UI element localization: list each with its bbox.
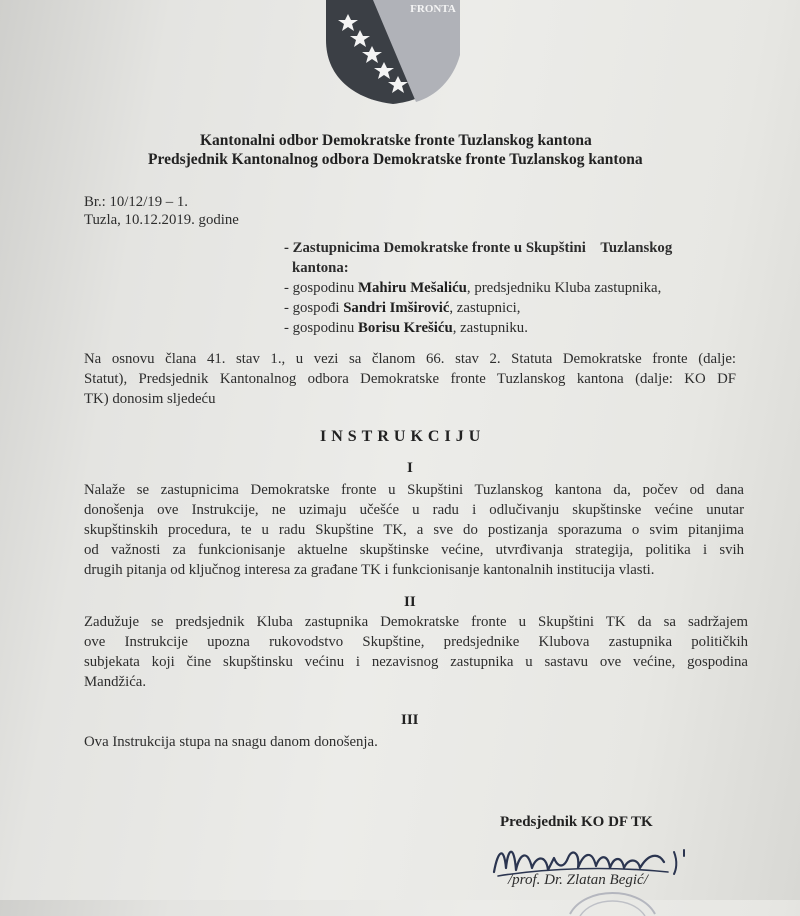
section-numeral: III: [401, 712, 419, 728]
party-logo: [318, 0, 468, 104]
header-line-1: Kantonalni odbor Demokratske fronte Tuzlanskog kantona: [200, 132, 592, 149]
section-paragraph: Ova Instrukcija stupa na snagu danom donošenja.: [84, 734, 378, 750]
recipient-item: - gospođi Sandri Imširović, zastupnici,: [284, 300, 521, 316]
intro-paragraph: Na osnovu člana 41. stav 1., u vezi sa članom 66. stav 2. Statuta Demokratske fronte (dalje: Statut), Predsjednik Kantonalnog odbora Demokratske fronte Tuzlanskog kantona (dalje: KO DF TK) donosim sljedeću: [84, 351, 736, 407]
recipient-item: - gospodinu Borisu Krešiću, zastupniku.: [284, 320, 528, 336]
header-line-2: Predsjednik Kantonalnog odbora Demokratske fronte Tuzlanskog kantona: [148, 151, 643, 168]
recipients-line-1: - Zastupnicima Demokratske fronte u Skupštini Tuzlanskog: [284, 240, 673, 256]
section-paragraph: Zadužuje se predsjednik Kluba zastupnika Demokratske fronte u Skupštini TK da sa sadržajem ove Instrukcije upozna rukovodstvo Skupštine, predsjednike Klubova zastupnika političkih subjekata koji čine skupštinsku većinu i nezavisnog zastupnika u sastavu ove većine, gospodina Mandžića.: [84, 614, 748, 690]
section-paragraph: Nalaže se zastupnicima Demokratske fronte u Skupštini Tuzlanskog kantona da, počev od dana donošenja ove Instrukcije, ne uzimaju učešće u radu i odlučivanju skupštinske većine unutar skupštinskih procedura, te u radu Skupštine TK, a sve do postizanja sporazuma o svim pitanjima od važnosti za funkcionisanje aktuelne skupštinske većine, utvrđivanja strategija, politika i svih drugih pitanja od ključnog interesa za građane TK i funkcionisanje kantonalnih institucija vlasti.: [84, 482, 744, 578]
document-title: INSTRUKCIJU: [320, 428, 486, 445]
section-numeral: II: [404, 594, 416, 610]
reference-number: Br.: 10/12/19 – 1.: [84, 194, 188, 210]
signature-role: Predsjednik KO DF TK: [500, 814, 653, 830]
place-date: Tuzla, 10.12.2019. godine: [84, 212, 239, 228]
logo-text: FRONTA: [410, 3, 456, 15]
recipients-line-2: kantona:: [292, 260, 349, 276]
section-numeral: I: [407, 460, 413, 476]
recipient-item: - gospodinu Mahiru Mešaliću, predsjedniku Kluba zastupnika,: [284, 280, 662, 296]
signatory-name: /prof. Dr. Zlatan Begić/: [508, 872, 648, 888]
